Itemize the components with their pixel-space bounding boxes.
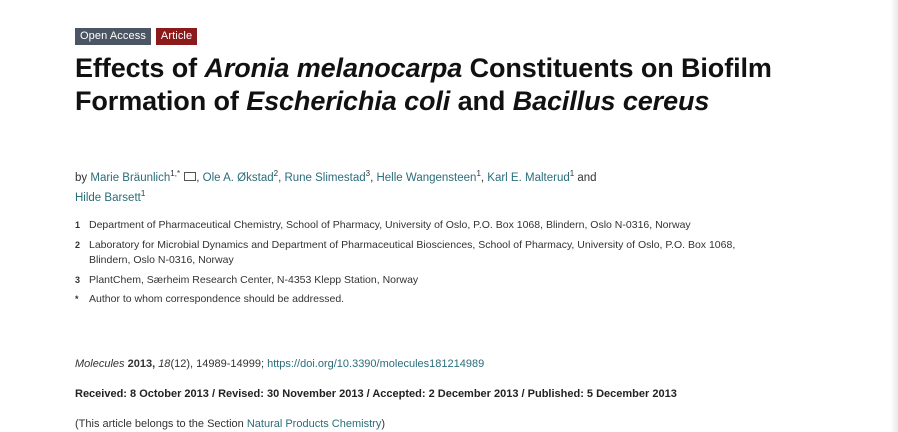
publication-dates: Received: 8 October 2013 / Revised: 30 November 2013 / Accepted: 2 December 2013 / Published: 5 December 2013: [75, 388, 677, 400]
author-affil-sup: 1: [140, 189, 146, 199]
affiliation-number: 3: [75, 274, 81, 285]
article-title: [75, 52, 775, 118]
author-link[interactable]: Rune Slimestad: [284, 172, 366, 184]
affiliation-number: 1: [75, 220, 81, 230]
author-link[interactable]: Karl E. Malterud: [487, 172, 570, 184]
title-part2: Constituents on Biofilm Formation of: [75, 53, 772, 116]
section-prefix: (This article belongs to the Section: [75, 418, 244, 430]
author-link[interactable]: Helle Wangensteen: [376, 172, 477, 184]
affiliation-number: *: [75, 294, 79, 304]
journal-name: Molecules: [75, 358, 125, 370]
citation: [75, 358, 484, 370]
doi-link[interactable]: https://doi.org/10.3390/molecules181214989: [267, 358, 485, 370]
author-list: by Marie Bräunlich$^{1,*}$ , Ole A. Økstad$^2$, Rune Slimestad$^3$, Helle Wangensteen$^1$, Karl E. Malterud$^1$ and Hilde Barsett$^1$: [75, 169, 597, 204]
affiliation-item: [75, 292, 755, 308]
article-type-badge: Article: [156, 28, 197, 45]
section-link[interactable]: Natural Products Chemistry: [246, 418, 382, 430]
title-part3: and: [450, 86, 513, 116]
author-affil-sup: 1: [476, 169, 481, 179]
citation-volume: 18: [158, 358, 171, 370]
author-affil-sup: 2: [273, 169, 279, 179]
email-icon[interactable]: [184, 172, 196, 181]
citation-issue-pages: (12), 14989-14999;: [170, 358, 265, 370]
affiliation-text: PlantChem, Særheim Research Center, N-4353 Klepp Station, Norway: [89, 273, 419, 286]
title-species-3: Bacillus cereus: [512, 86, 710, 116]
badges: [75, 28, 197, 45]
author-link[interactable]: Marie Bräunlich: [90, 172, 171, 184]
title-species-1: Aronia melanocarpa: [204, 53, 463, 83]
author-affil-sup: 1,*: [170, 169, 181, 179]
affiliation-item: [75, 238, 755, 269]
affiliations: [75, 218, 755, 312]
author-link[interactable]: Ole A. Økstad: [202, 172, 274, 184]
section-note: [75, 418, 385, 430]
citation-year: 2013,: [127, 358, 156, 370]
open-access-badge: Open Access: [75, 28, 151, 45]
author-affil-sup: 1: [569, 169, 575, 179]
page-edge-shadow: [890, 0, 898, 432]
affiliation-text: Laboratory for Microbial Dynamics and Department of Pharmaceutical Biosciences, School of Pharmacy, University of Oslo, P.O. Box 1068, Blindern, Oslo N-0316, Norway: [89, 238, 736, 266]
affiliation-item: [75, 273, 755, 289]
title-part1: Effects of: [75, 53, 205, 83]
affiliation-number: 2: [75, 239, 81, 250]
author-link[interactable]: Hilde Barsett: [75, 192, 141, 204]
affiliation-item: [75, 218, 755, 234]
affiliation-text: Department of Pharmaceutical Chemistry, School of Pharmacy, University of Oslo, P.O. Box 1068, Blindern, Oslo N-0316, Norway: [89, 219, 691, 231]
authors-and: and: [577, 172, 597, 184]
affiliation-text: Author to whom correspondence should be addressed.: [89, 293, 345, 305]
section-suffix: ): [381, 418, 385, 430]
author-affil-sup: 3: [365, 169, 371, 179]
title-species-2: Escherichia coli: [246, 86, 451, 116]
authors-prefix: by: [75, 172, 88, 184]
